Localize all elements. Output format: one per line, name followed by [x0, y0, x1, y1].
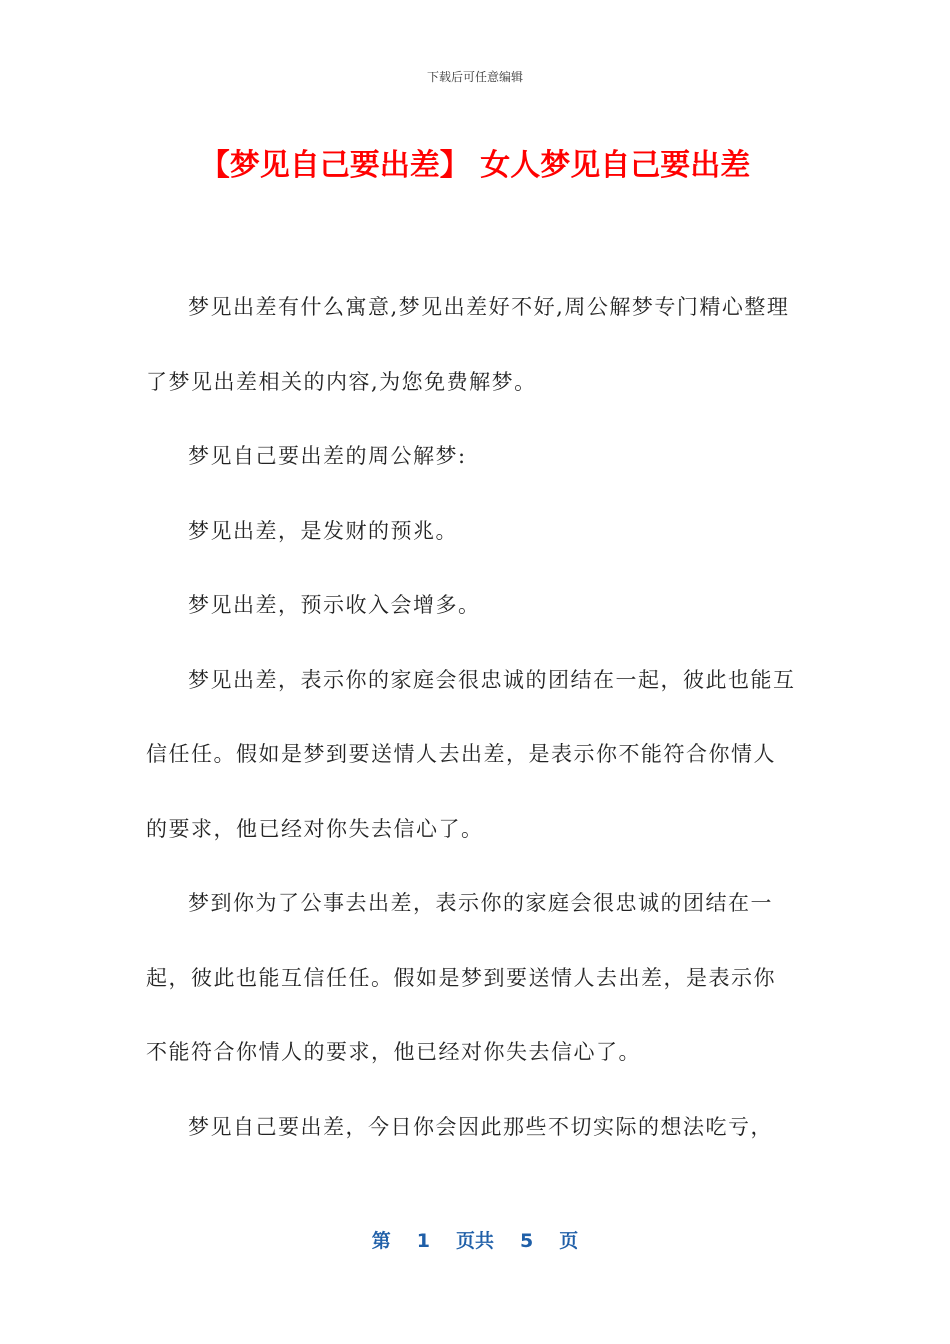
- paragraph: 梦见自己要出差，今日你会因此那些不切实际的想法吃亏，: [188, 1114, 773, 1139]
- paragraph: 梦见出差，是发财的预兆。: [188, 518, 458, 543]
- paragraph: 梦见出差，预示收入会增多。: [188, 593, 481, 617]
- footer-prefix: 第: [371, 1230, 391, 1252]
- document-title: 【梦见自己要出差】 女人梦见自己要出差: [199, 148, 751, 183]
- paragraph: 梦见出差，表示你的家庭会很忠诚的团结在一起，彼此也能互信任任。假如是梦到要送情人去出差，是表示你不能符合你情人的要求，他已经对你失去信心了。: [146, 667, 796, 841]
- document-body: [146, 270, 796, 1164]
- paragraph-intro: 梦见出差有什么寓意,梦见出差好不好,周公解梦专门精心整理了梦见出差相关的内容,为您免费解梦。: [146, 295, 790, 394]
- footer-middle: 页共: [455, 1230, 494, 1252]
- footer-total-pages: 5: [520, 1230, 534, 1252]
- footer-suffix: 页: [559, 1230, 579, 1252]
- header-note: 下载后可任意编辑: [426, 70, 523, 84]
- paragraph: 梦到你为了公事去出差，表示你的家庭会很忠诚的团结在一起，彼此也能互信任任。假如是梦到要送情人去出差，是表示你不能符合你情人的要求，他已经对你失去信心了。: [146, 891, 776, 1064]
- footer-page-number: 1: [416, 1230, 430, 1252]
- paragraph-heading: 梦见自己要出差的周公解梦:: [188, 444, 467, 468]
- page-footer: [0, 1226, 950, 1253]
